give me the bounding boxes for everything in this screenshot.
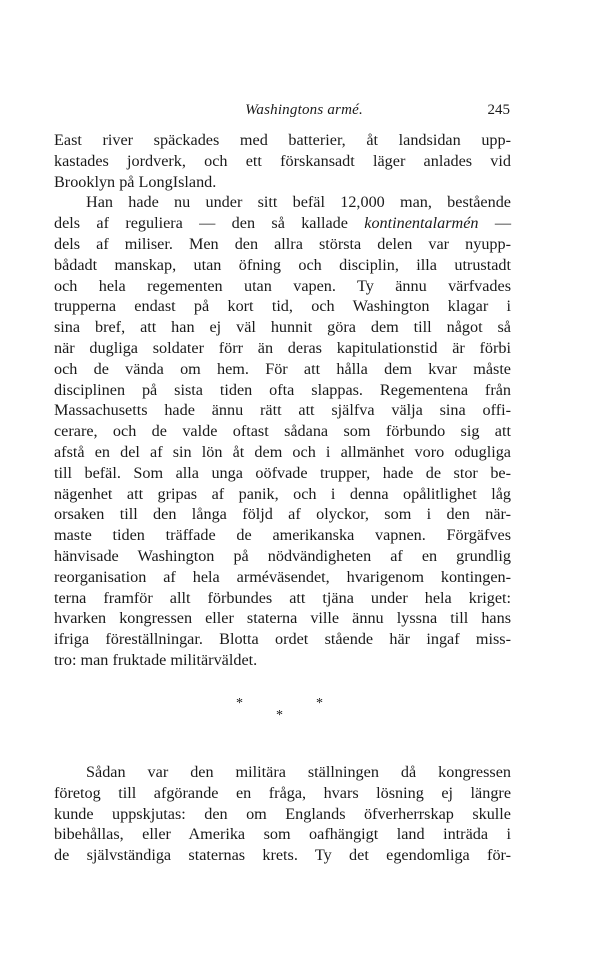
text-line: hänvisade Washington på nödvändigheten af en grundlig [54,546,511,565]
text-line: orsaken till den långa följd af olyckor, som i den när- [54,505,511,524]
text-line: bibehållas, eller Amerika som oafhängigt land inträda i [54,825,511,844]
text-line: hvarken kongressen eller staterna ville ännu lyssna till hans [54,609,511,628]
emphasized-term: kontinentalarmén [364,214,479,233]
text-line: disciplinen på sista tiden ofta slappas. Regementena från [54,380,511,399]
text-line: cerare, och de valde oftast sådana som förbundo sig att [54,422,511,441]
section-text-block [54,762,511,866]
text-line: reorganisation af hela arméväsendet, hvarigenom kontingen- [54,567,511,586]
text-line: sina bref, att han ej väl hunnit göra dem till något så [54,318,511,337]
main-text-block [54,130,511,671]
text-line: kastades jordverk, och ett förskansadt läger anlades vid [54,151,511,170]
text-line: företog till afgörande en fråga, hvars lösning ej längre [54,783,511,802]
text-line: tro: man fruktade militärväldet. [54,650,258,669]
text-line: kunde uppskjutas: den om Englands öfverherrskap skulle [54,804,511,823]
text-line: nägenhet att gripas af panik, och i denna opålitlighet låg [54,484,511,503]
text-segment: — [478,214,512,233]
text-line: de självständiga staternas krets. Ty det egendomliga för- [54,846,511,865]
running-title: Washingtons armé. [245,102,363,118]
text-line: Massachusetts hade ännu rätt att själfva välja sina offi- [54,401,511,420]
text-line: afstå en del af sin lön åt dem och i allmänhet voro odugliga [54,442,511,461]
text-line: och hela regementen utan vapen. Ty ännu värfvades [54,276,511,295]
text-segment: dels af reguliera — den så kallade [54,214,365,233]
text-line: East river späckades med batterier, åt landsidan upp- [54,131,511,149]
text-line: bådadt manskap, utan öfning och disciplin, illa utrustadt [54,255,511,274]
text-line: Sådan var den militära ställningen då kongressen [86,763,511,781]
asterism-star: * [276,708,283,723]
asterism-star: * [316,696,323,711]
text-line [54,213,511,234]
text-line: till befäl. Som alla unga oöfvade trupper, hade de stor be- [54,463,511,482]
text-line: Han hade nu under sitt befäl 12,000 man, bestående [86,193,511,212]
text-line: maste tiden träffade de amerikanska vapnen. Förgäfves [54,526,511,545]
text-line: terna framför allt förbundes att tjäna under hela kriget: [54,588,511,607]
asterism-star: * [236,696,243,711]
text-line: Brooklyn på LongIsland. [54,172,217,191]
text-line: och de vända om hem. För att hålla dem kvar måste [54,359,511,378]
page-number: 245 [487,102,510,118]
text-line: dels af miliser. Men den allra största delen var nyupp- [54,234,511,253]
text-line: trupperna endast på kort tid, och Washington klagar i [54,297,511,316]
text-line: när dugliga soldater förr än deras kapitulationstid är förbi [54,338,511,357]
text-line: ifriga föreställningar. Blotta ordet stående här ingaf miss- [54,630,511,649]
